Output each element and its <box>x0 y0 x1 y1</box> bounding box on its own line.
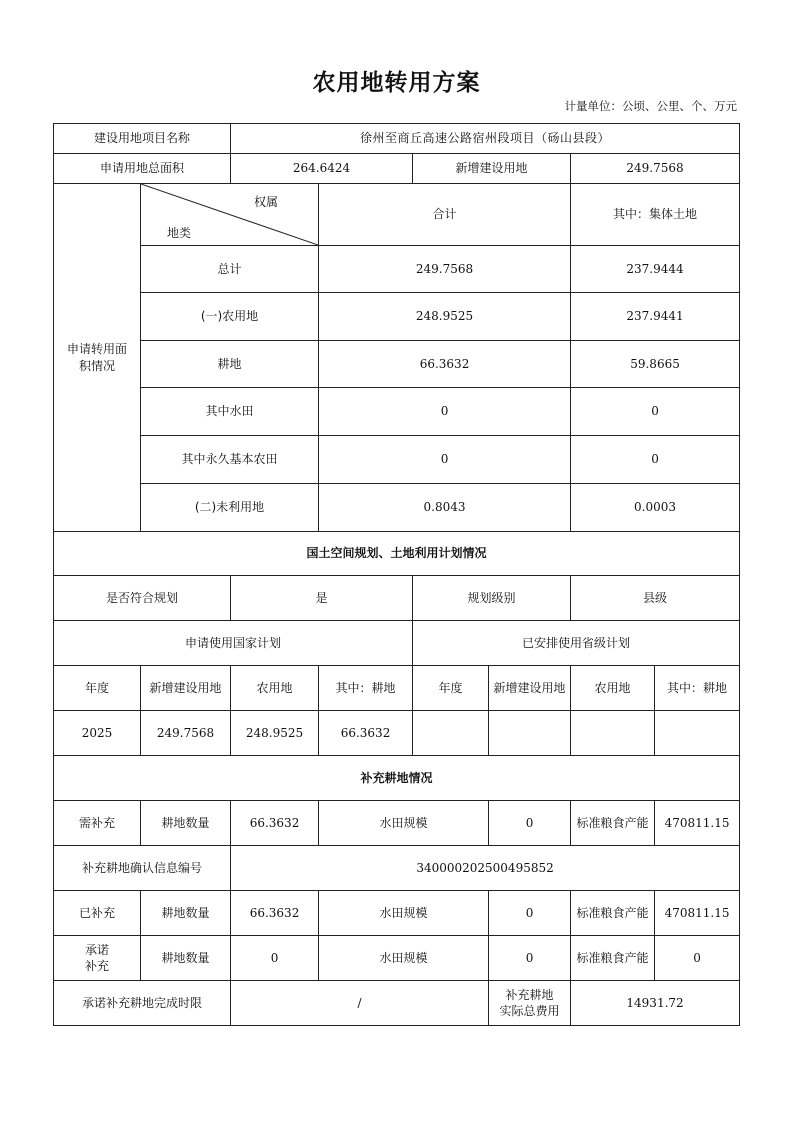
collective-value: 59.8665 <box>571 341 740 388</box>
planning-compliance-row <box>54 576 740 621</box>
supplement-done-row <box>54 891 740 936</box>
plan-columns-row <box>54 666 740 711</box>
deadline-label: 承诺补充耕地完成时限 <box>54 981 231 1026</box>
col-total-header: 合计 <box>319 184 571 246</box>
landtype-label: 总计 <box>141 246 319 293</box>
national-year: 2025 <box>54 711 141 756</box>
cultivated-qty-label: 耕地数量 <box>141 936 231 981</box>
supplement-section-row <box>54 756 740 801</box>
paddy-scale-label: 水田规模 <box>319 891 489 936</box>
actual-cost-value: 14931.72 <box>571 981 740 1026</box>
paddy-scale-label: 水田规模 <box>319 936 489 981</box>
supplement-section-title: 补充耕地情况 <box>54 756 740 801</box>
landtype-label: (一)农用地 <box>141 293 319 341</box>
done-label: 已补充 <box>54 891 141 936</box>
total-area-row <box>54 154 740 184</box>
done-grain-capacity: 470811.15 <box>655 891 740 936</box>
compliant-label: 是否符合规划 <box>54 576 231 621</box>
provincial-agricultural <box>571 711 655 756</box>
diagonal-header-cell <box>141 184 319 246</box>
new-construction-label: 新增建设用地 <box>413 154 571 184</box>
supplement-needed-row <box>54 801 740 846</box>
supplement-deadline-row <box>54 981 740 1026</box>
unit-note: 计量单位：公顷、公里、个、万元 <box>564 99 737 113</box>
landtype-label: (二)未利用地 <box>141 484 319 532</box>
promised-cultivated-qty: 0 <box>231 936 319 981</box>
col-collective-header: 其中：集体土地 <box>571 184 740 246</box>
national-plan-label: 申请使用国家计划 <box>54 621 413 666</box>
planning-section-row <box>54 532 740 576</box>
grain-capacity-label: 标准粮食产能 <box>571 801 655 846</box>
cultivated-qty-label: 耕地数量 <box>141 891 231 936</box>
grain-capacity-label: 标准粮食产能 <box>571 891 655 936</box>
compliant-value: 是 <box>231 576 413 621</box>
needed-paddy-scale: 0 <box>489 801 571 846</box>
cultivated-qty-label: 耕地数量 <box>141 801 231 846</box>
land-conversion-table <box>53 123 740 1026</box>
supplement-confirm-row <box>54 846 740 891</box>
total-value: 66.3632 <box>319 341 571 388</box>
col-year: 年度 <box>413 666 489 711</box>
landtype-label: 其中水田 <box>141 388 319 436</box>
total-area-value: 264.6424 <box>231 154 413 184</box>
conversion-row-label-text: 申请转用面积情况 <box>66 342 127 373</box>
national-agricultural: 248.9525 <box>231 711 319 756</box>
project-name-row <box>54 124 740 154</box>
table-row <box>54 246 740 293</box>
total-value: 0.8043 <box>319 484 571 532</box>
collective-value: 0.0003 <box>571 484 740 532</box>
plan-source-row <box>54 621 740 666</box>
page-title: 农用地转用方案 <box>312 70 481 96</box>
conversion-row-label <box>54 184 141 532</box>
header-ownership-label: 权属 <box>254 195 279 209</box>
landtype-label: 其中永久基本农田 <box>141 436 319 484</box>
total-value: 248.9525 <box>319 293 571 341</box>
needed-cultivated-qty: 66.3632 <box>231 801 319 846</box>
done-cultivated-qty: 66.3632 <box>231 891 319 936</box>
header-landtype-label: 地类 <box>167 225 192 240</box>
total-value: 249.7568 <box>319 246 571 293</box>
promised-label <box>54 936 141 981</box>
conversion-header-row <box>54 184 740 246</box>
needed-grain-capacity: 470811.15 <box>655 801 740 846</box>
plan-level-value: 县级 <box>571 576 740 621</box>
col-year: 年度 <box>54 666 141 711</box>
plan-level-label: 规划级别 <box>413 576 571 621</box>
collective-value: 0 <box>571 388 740 436</box>
provincial-year <box>413 711 489 756</box>
col-new-construction: 新增建设用地 <box>489 666 571 711</box>
col-agricultural: 农用地 <box>231 666 319 711</box>
col-cultivated: 其中：耕地 <box>655 666 740 711</box>
promised-paddy-scale: 0 <box>489 936 571 981</box>
national-new-construction: 249.7568 <box>141 711 231 756</box>
col-agricultural: 农用地 <box>571 666 655 711</box>
confirm-number-label: 补充耕地确认信息编号 <box>54 846 231 891</box>
confirm-number-value: 340000202500495852 <box>231 846 740 891</box>
provincial-new-construction <box>489 711 571 756</box>
new-construction-value: 249.7568 <box>571 154 740 184</box>
project-name-label: 建设用地项目名称 <box>54 124 231 154</box>
collective-value: 237.9441 <box>571 293 740 341</box>
promised-label-line1: 承诺 <box>84 942 109 957</box>
collective-value: 0 <box>571 436 740 484</box>
actual-cost-label <box>489 981 571 1026</box>
table-row <box>54 388 740 436</box>
actual-cost-label-line1: 补充耕地 <box>505 987 554 1002</box>
needed-label: 需补充 <box>54 801 141 846</box>
collective-value: 237.9444 <box>571 246 740 293</box>
col-new-construction: 新增建设用地 <box>141 666 231 711</box>
project-name-value: 徐州至商丘高速公路宿州段项目（砀山县段） <box>231 124 740 154</box>
supplement-promised-row <box>54 936 740 981</box>
landtype-label: 耕地 <box>141 341 319 388</box>
table-row <box>54 484 740 532</box>
actual-cost-label-line2: 实际总费用 <box>499 1004 560 1018</box>
planning-section-title: 国土空间规划、土地利用计划情况 <box>54 532 740 576</box>
grain-capacity-label: 标准粮食产能 <box>571 936 655 981</box>
col-cultivated: 其中：耕地 <box>319 666 413 711</box>
provincial-plan-label: 已安排使用省级计划 <box>413 621 740 666</box>
plan-values-row <box>54 711 740 756</box>
table-row <box>54 436 740 484</box>
deadline-value: / <box>231 981 489 1026</box>
paddy-scale-label: 水田规模 <box>319 801 489 846</box>
provincial-cultivated <box>655 711 740 756</box>
promised-label-line2: 补充 <box>84 959 109 973</box>
total-area-label: 申请用地总面积 <box>54 154 231 184</box>
promised-grain-capacity: 0 <box>655 936 740 981</box>
national-cultivated: 66.3632 <box>319 711 413 756</box>
total-value: 0 <box>319 388 571 436</box>
done-paddy-scale: 0 <box>489 891 571 936</box>
table-row <box>54 341 740 388</box>
total-value: 0 <box>319 436 571 484</box>
table-row <box>54 293 740 341</box>
